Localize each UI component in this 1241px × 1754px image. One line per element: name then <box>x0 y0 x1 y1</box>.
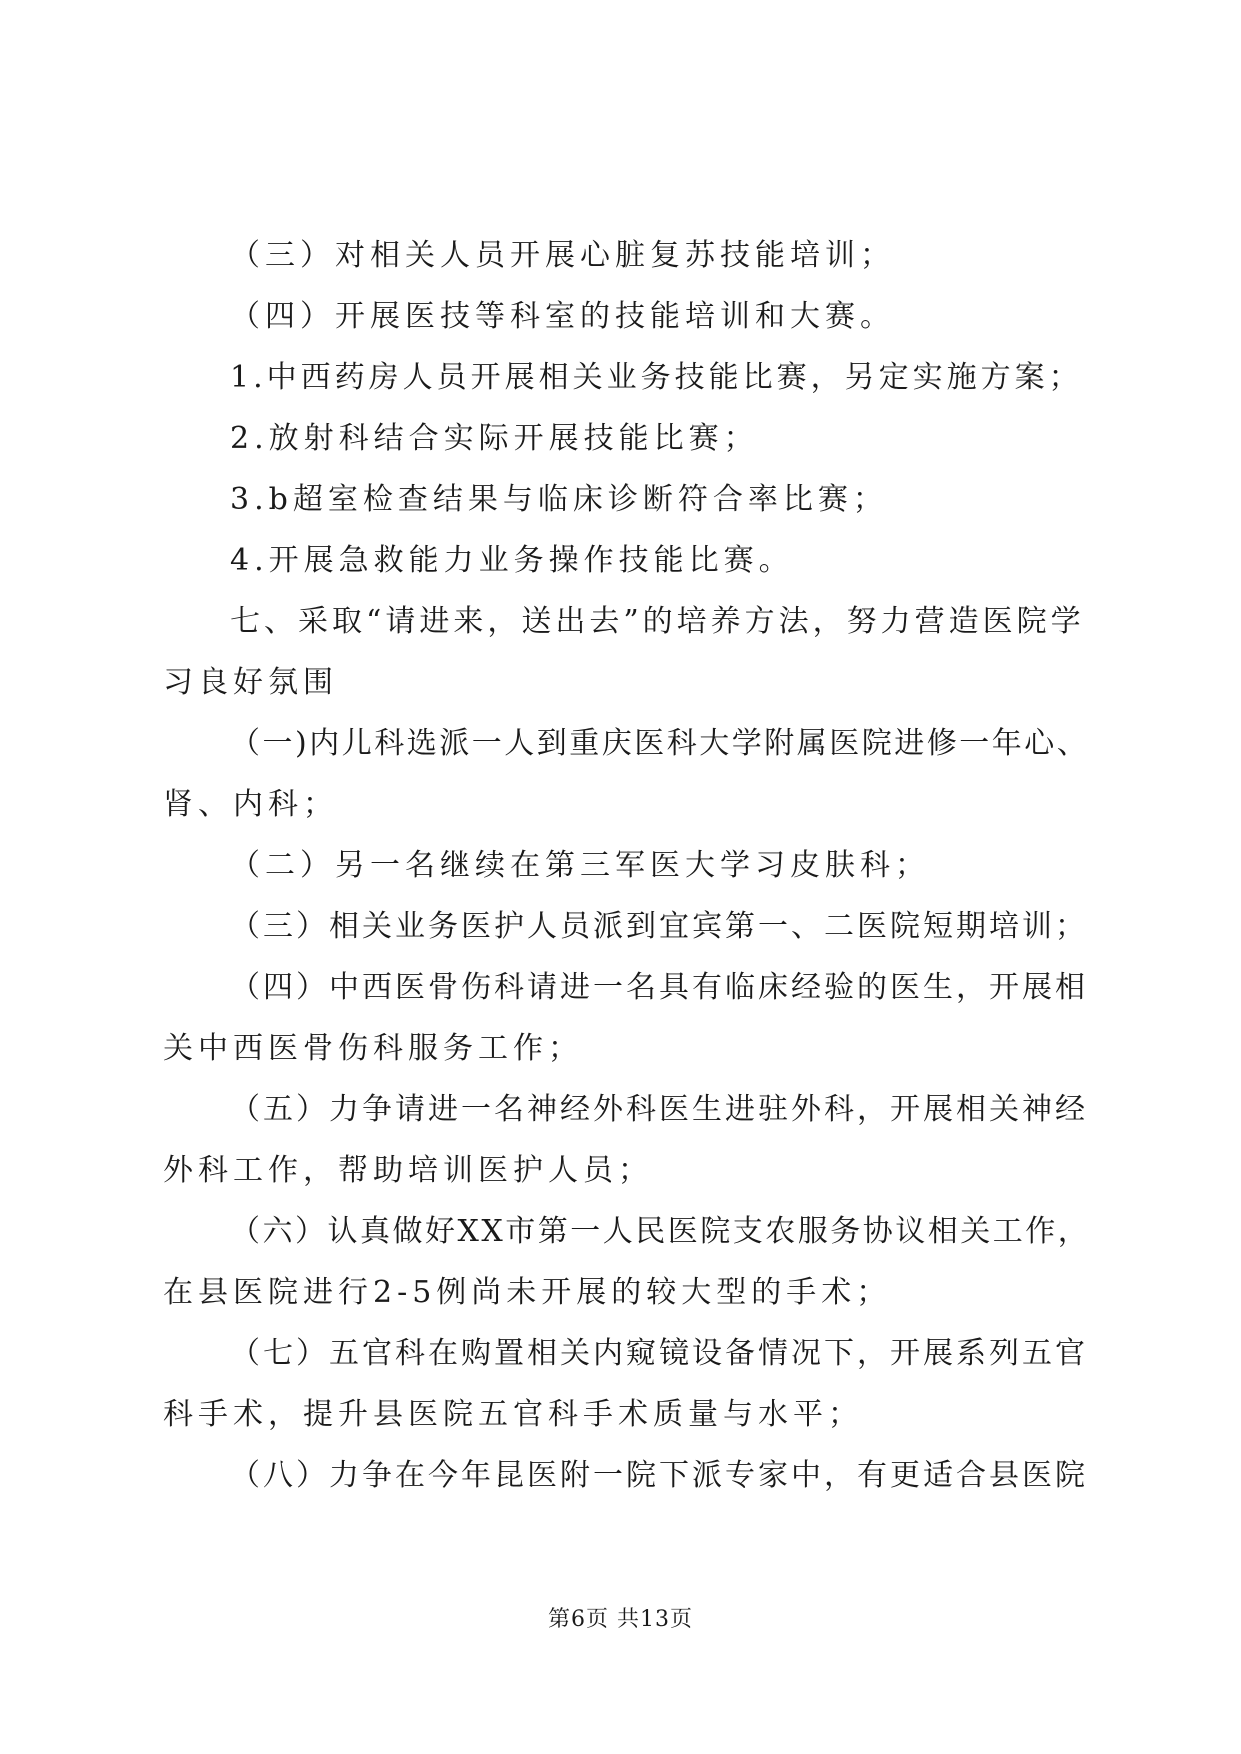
text-line: 1.中西药房人员开展相关业务技能比赛，另定实施方案； <box>230 360 1083 395</box>
text-line: （七）五官科在购置相关内窥镜设备情况下，开展系列五官 <box>230 1336 1088 1371</box>
text-line: 肾、内科； <box>163 787 338 822</box>
text-line: 关中西医骨伤科服务工作； <box>163 1031 583 1066</box>
text-line: 3.b超室检查结果与临床诊断符合率比赛； <box>230 482 888 517</box>
text-line: （一)内儿科选派一人到重庆医科大学附属医院进修一年心、 <box>230 726 1090 761</box>
text-line: 外科工作，帮助培训医护人员； <box>163 1153 653 1188</box>
text-line: 科手术，提升县医院五官科手术质量与水平； <box>163 1397 863 1432</box>
text-line: （三）对相关人员开展心脏复苏技能培训； <box>230 238 895 273</box>
section-heading: 七、采取“请进来，送出去”的培养方法，努力营造医院学 <box>230 604 1085 639</box>
text-line: （四）中西医骨伤科请进一名具有临床经验的医生，开展相 <box>230 970 1088 1005</box>
text-line: 在县医院进行2-5例尚未开展的较大型的手术； <box>163 1275 892 1310</box>
text-line: （三）相关业务医护人员派到宜宾第一、二医院短期培训； <box>230 909 1088 944</box>
page-footer: 第6页 共13页 <box>548 1607 693 1632</box>
text-line: （八）力争在今年昆医附一院下派专家中，有更适合县医院 <box>230 1458 1088 1493</box>
text-line: 2.放射科结合实际开展技能比赛； <box>230 421 759 456</box>
text-line: （二）另一名继续在第三军医大学习皮肤科； <box>230 848 930 883</box>
section-heading: 习良好氛围 <box>163 665 338 700</box>
text-line: 4.开展急救能力业务操作技能比赛。 <box>230 543 794 578</box>
text-line: （五）力争请进一名神经外科医生进驻外科，开展相关神经 <box>230 1092 1088 1127</box>
text-line: （四）开展医技等科室的技能培训和大赛。 <box>230 299 895 334</box>
text-line: （六）认真做好XX市第一人民医院支农服务协议相关工作， <box>230 1214 1091 1249</box>
